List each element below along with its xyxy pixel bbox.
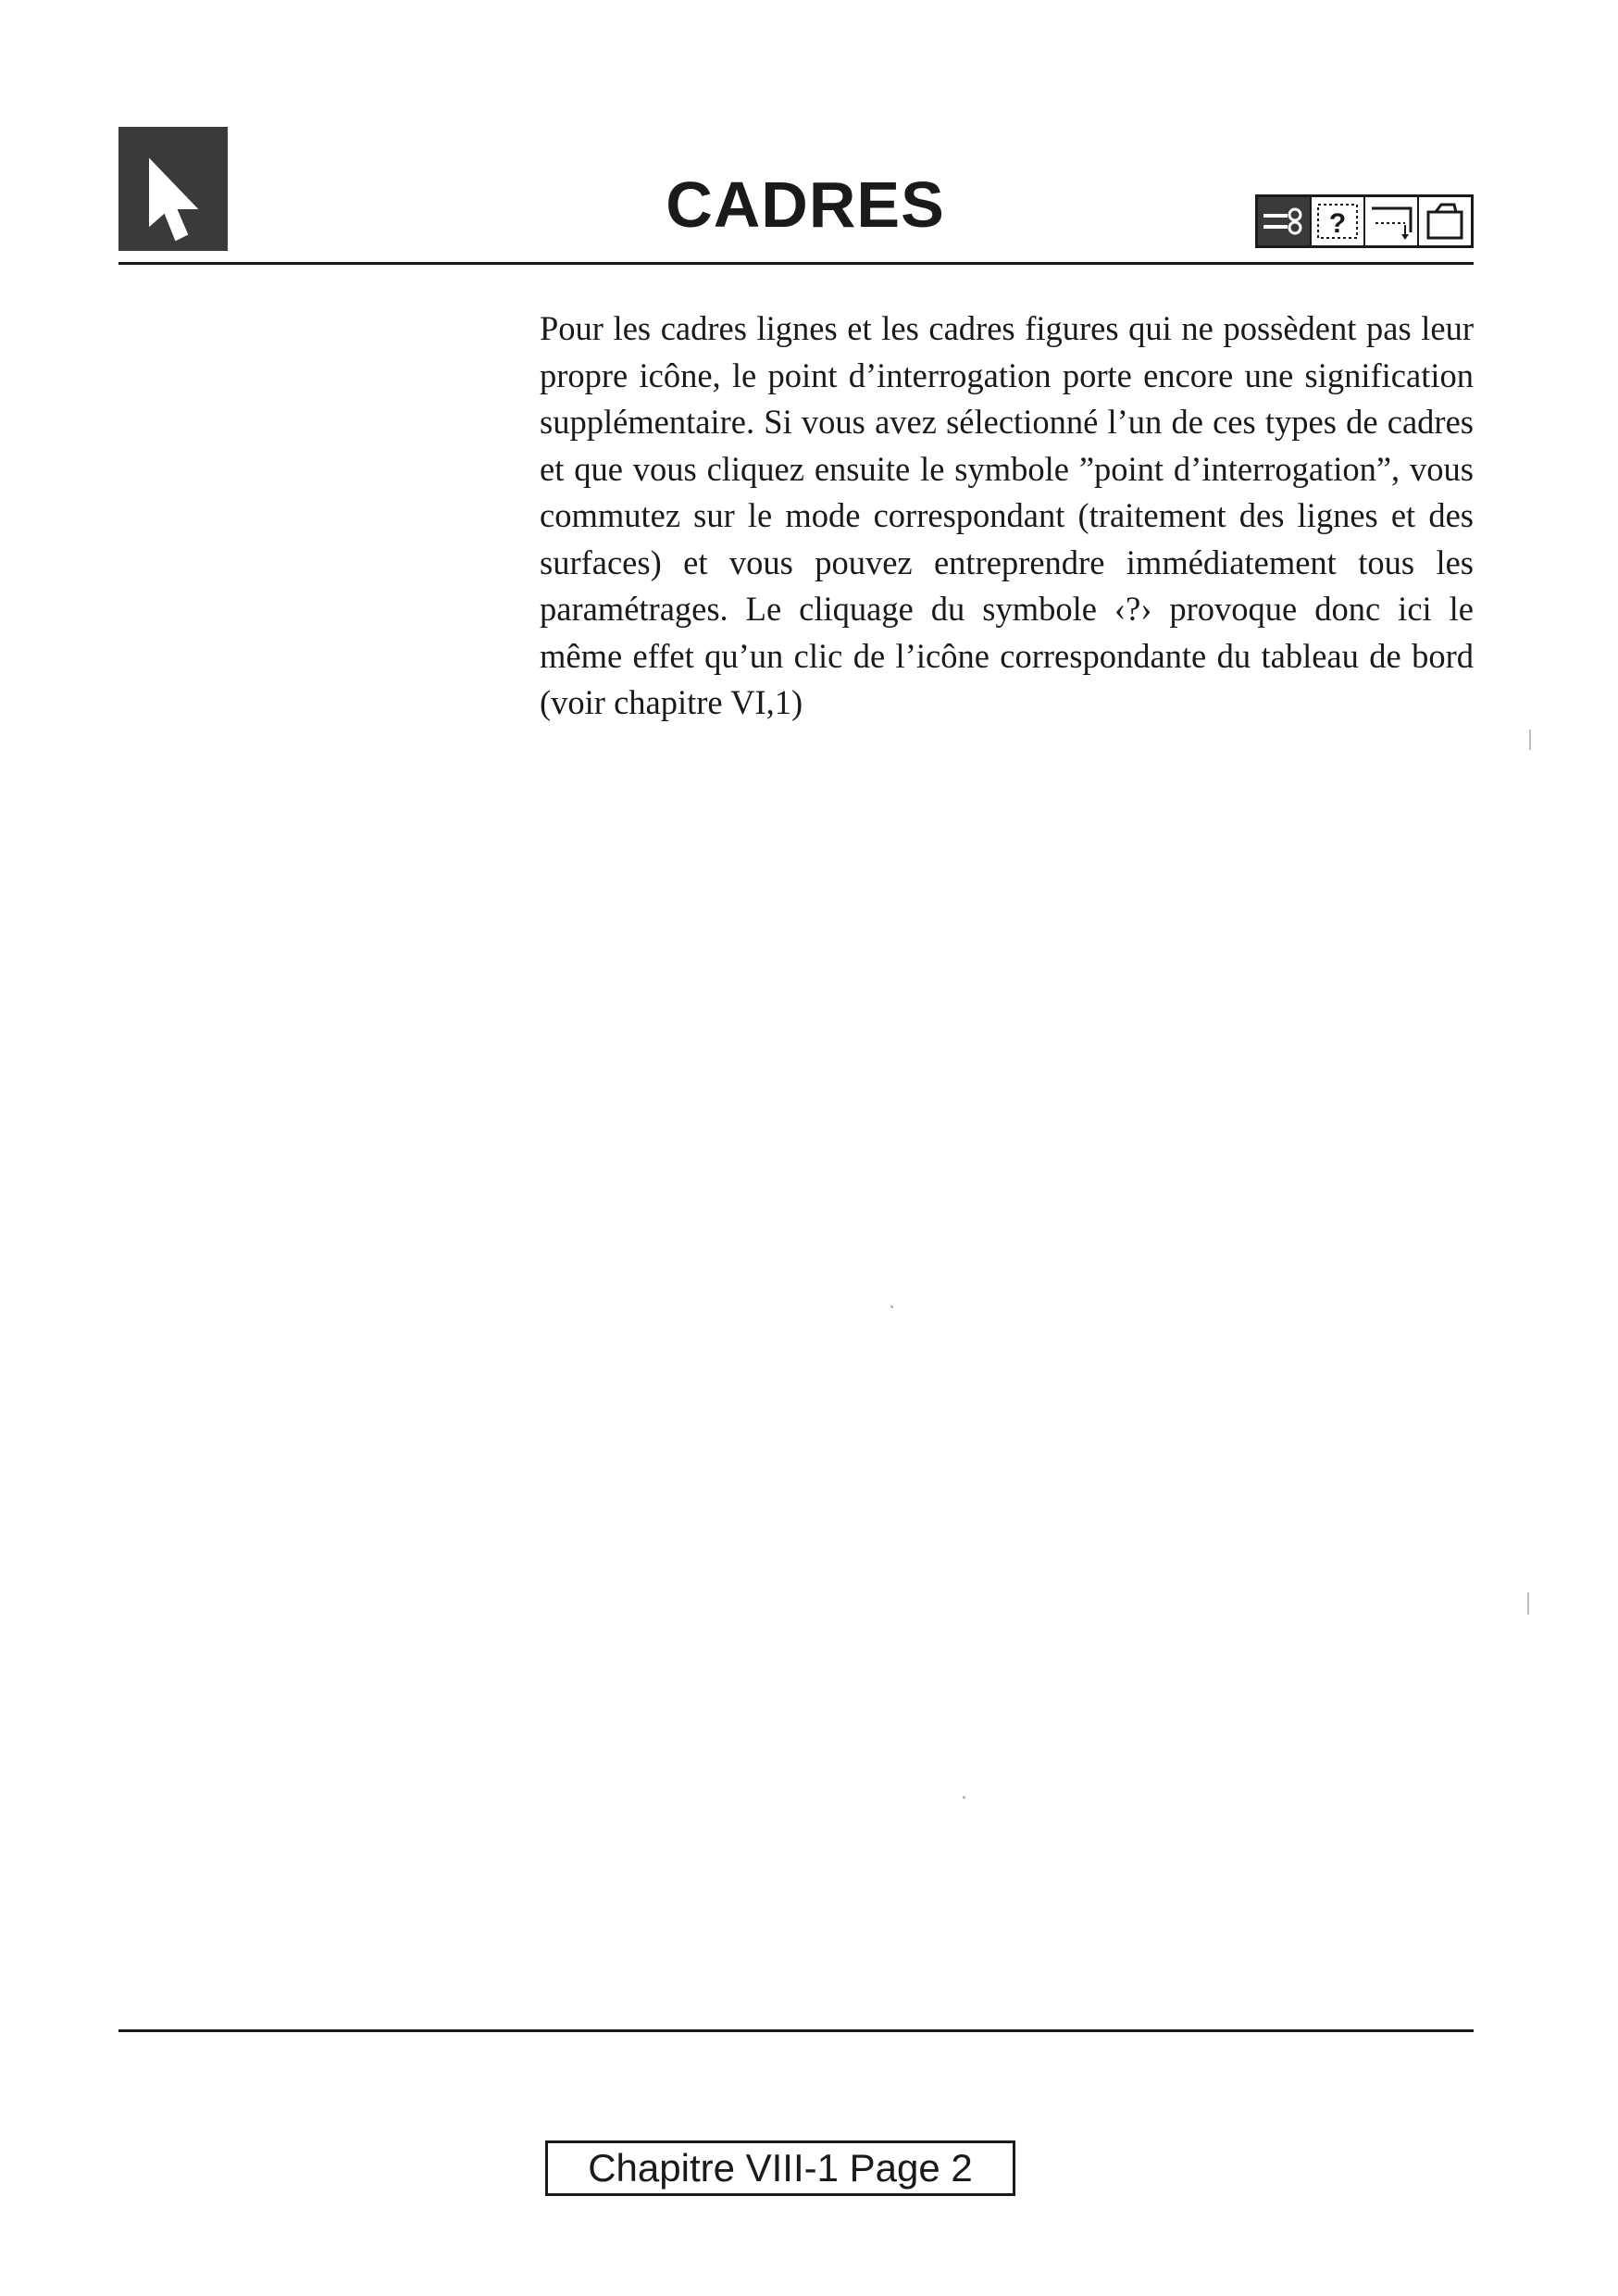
toolbar [1255,194,1474,248]
scan-speck [1529,730,1531,750]
header-rule [118,262,1474,265]
footer-rule [118,2029,1474,2032]
question-mark-glyph: ? [1328,208,1347,239]
scan-speck [1527,1592,1529,1615]
frame-resize-icon[interactable] [1365,197,1419,245]
arrow-cursor-icon [118,127,228,251]
scan-speck [963,1796,965,1799]
page-number-label: Chapitre VIII-1 Page 2 [545,2140,1015,2196]
scissors-icon[interactable] [1258,197,1312,245]
scan-speck [890,1305,893,1308]
page-title: CADRES [666,168,945,241]
body-paragraph: Pour les cadres lignes et les cadres figures qui ne possèdent pas leur propre icône, le point d’interrogation porte encore une signification supplémentaire. Si vous avez sélectionné l’un de ces types de cadres et que vous cliquez ensuite le symbole ”point d’interrogation”, vous commutez sur le mode correspondant (traitement des lignes et des surfaces) et vous pouvez entreprendre immédiatement tous les paramétrages. Le cliquage du symbole ‹?› provoque donc ici le même effet qu’un clic de l’icône correspondante du tableau de bord (voir chapitre VI,1) [540,309,1474,721]
question-mark-icon[interactable] [1312,197,1365,245]
page-corner-icon[interactable] [1419,197,1471,245]
